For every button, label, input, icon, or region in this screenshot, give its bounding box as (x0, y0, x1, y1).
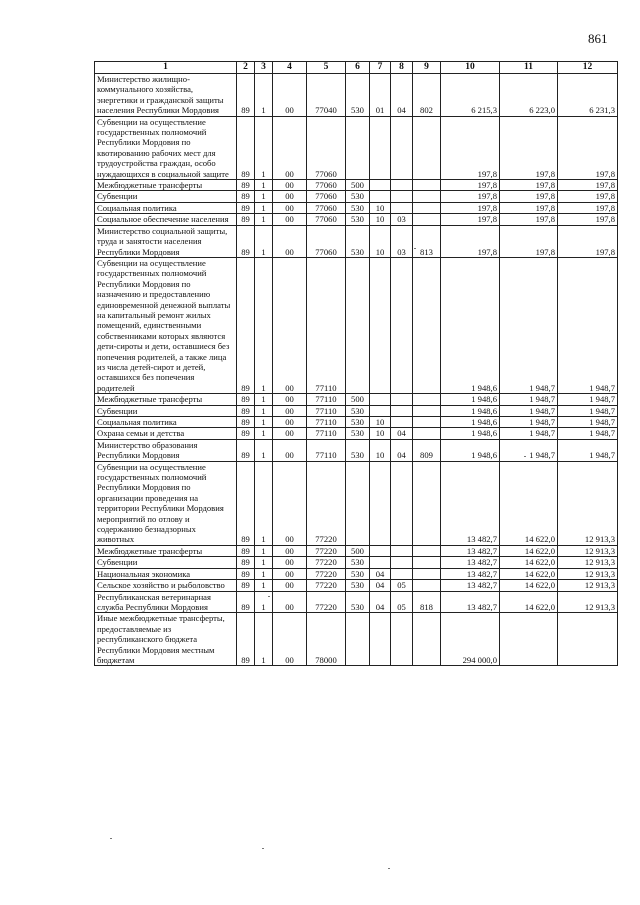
amount-col-12 (558, 613, 618, 666)
chapter-code: 10 (370, 202, 391, 213)
table-row (95, 461, 618, 545)
section-code: 89 (237, 545, 255, 556)
chapter-code: 10 (370, 225, 391, 257)
table-row (95, 180, 618, 191)
amount-col-11: 1 948,7 (500, 428, 558, 439)
table-row (95, 580, 618, 591)
amount-col-10: 13 482,7 (441, 568, 500, 579)
amount-col-12: 12 913,3 (558, 557, 618, 568)
expense-type: 530 (346, 580, 370, 591)
group-code: 1 (255, 428, 273, 439)
section-code: 89 (237, 214, 255, 225)
amount-col-10: 294 000,0 (441, 613, 500, 666)
expense-type: 530 (346, 568, 370, 579)
expense-type: 530 (346, 405, 370, 416)
subgroup-code: 00 (273, 225, 307, 257)
page-number: 861 (588, 31, 608, 46)
subgroup-code: 00 (273, 214, 307, 225)
target-code: 77110 (307, 439, 346, 461)
scan-speck (262, 848, 264, 849)
department-code (413, 428, 441, 439)
subchapter-code (391, 417, 413, 428)
amount-col-10: 13 482,7 (441, 580, 500, 591)
group-code: 1 (255, 394, 273, 405)
group-code: 1 (255, 591, 273, 613)
department-code (413, 613, 441, 666)
subchapter-code (391, 613, 413, 666)
section-code: 89 (237, 202, 255, 213)
row-name: Субвенции на осуществление государственных полномочий Республики Мордовия по назначению и предоставлению единовременной денежной выплаты на капитальный ремонт жилых помещений, единственными собственниками которых являются дети-сироты и дети, оставшиеся без попечения родителей, а также лица из числа детей-сирот и детей, оставшихся без попечения родителей (95, 257, 237, 393)
section-code: 89 (237, 394, 255, 405)
subchapter-code (391, 257, 413, 393)
group-code: 1 (255, 405, 273, 416)
column-header: 1 (95, 62, 237, 74)
row-name: Социальная политика (95, 417, 237, 428)
amount-col-10: 13 482,7 (441, 557, 500, 568)
chapter-code: 10 (370, 417, 391, 428)
department-code (413, 214, 441, 225)
amount-col-12: 197,8 (558, 191, 618, 202)
row-name: Иные межбюджетные трансферты, предоставляемые из республиканского бюджета Республики Мордовия местным бюджетам (95, 613, 237, 666)
amount-col-12: 12 913,3 (558, 461, 618, 545)
amount-col-10: 197,8 (441, 214, 500, 225)
chapter-code (370, 180, 391, 191)
subgroup-code: 00 (273, 591, 307, 613)
section-code: 89 (237, 191, 255, 202)
subgroup-code: 00 (273, 439, 307, 461)
amount-col-12: 6 231,3 (558, 74, 618, 117)
section-code: 89 (237, 74, 255, 117)
subgroup-code: 00 (273, 557, 307, 568)
amount-col-11: 14 622,0 (500, 568, 558, 579)
department-code (413, 461, 441, 545)
department-code (413, 405, 441, 416)
table-row (95, 545, 618, 556)
target-code: 77220 (307, 591, 346, 613)
amount-col-11: 197,8 (500, 116, 558, 179)
subchapter-code (391, 545, 413, 556)
scan-speck (524, 456, 526, 457)
subgroup-code: 00 (273, 74, 307, 117)
chapter-code (370, 116, 391, 179)
amount-col-11: 197,8 (500, 214, 558, 225)
expense-type (346, 461, 370, 545)
section-code: 89 (237, 225, 255, 257)
subchapter-code (391, 180, 413, 191)
expense-type: 530 (346, 191, 370, 202)
subgroup-code: 00 (273, 191, 307, 202)
expense-type (346, 116, 370, 179)
table-row (95, 557, 618, 568)
table-row (95, 568, 618, 579)
amount-col-10: 13 482,7 (441, 545, 500, 556)
subchapter-code: 03 (391, 225, 413, 257)
section-code: 89 (237, 591, 255, 613)
group-code: 1 (255, 257, 273, 393)
target-code: 77060 (307, 191, 346, 202)
table-row (95, 405, 618, 416)
row-name: Социальное обеспечение населения (95, 214, 237, 225)
table-row (95, 202, 618, 213)
group-code: 1 (255, 202, 273, 213)
subchapter-code (391, 405, 413, 416)
scan-speck (414, 248, 416, 249)
amount-col-12: 197,8 (558, 214, 618, 225)
amount-col-11 (500, 613, 558, 666)
column-header: 2 (237, 62, 255, 74)
target-code: 77220 (307, 461, 346, 545)
amount-col-12: 1 948,7 (558, 257, 618, 393)
subchapter-code (391, 116, 413, 179)
department-code (413, 191, 441, 202)
table-row (95, 439, 618, 461)
row-name: Республиканская ветеринарная служба Республики Мордовия (95, 591, 237, 613)
department-code: 818 (413, 591, 441, 613)
row-name: Субвенции на осуществление государственных полномочий Республики Мордовия по организации проведения на территории Республики Мордовия мероприятий по отлову и содержанию безнадзорных животных (95, 461, 237, 545)
subgroup-code: 00 (273, 116, 307, 179)
section-code: 89 (237, 180, 255, 191)
group-code: 1 (255, 545, 273, 556)
target-code: 77110 (307, 417, 346, 428)
department-code (413, 545, 441, 556)
expense-type: 530 (346, 202, 370, 213)
row-name: Субвенции (95, 191, 237, 202)
expense-type: 530 (346, 225, 370, 257)
amount-col-10: 197,8 (441, 180, 500, 191)
amount-col-11: 14 622,0 (500, 580, 558, 591)
department-code (413, 116, 441, 179)
column-header: 10 (441, 62, 500, 74)
chapter-code: 04 (370, 580, 391, 591)
amount-col-10: 197,8 (441, 202, 500, 213)
amount-col-12: 197,8 (558, 202, 618, 213)
target-code: 77110 (307, 257, 346, 393)
group-code: 1 (255, 225, 273, 257)
amount-col-10: 197,8 (441, 225, 500, 257)
row-name: Министерство жилищно-коммунального хозяйства, энергетики и гражданской защиты населения Республики Мордовия (95, 74, 237, 117)
expense-type: 500 (346, 394, 370, 405)
subchapter-code (391, 202, 413, 213)
department-code: 802 (413, 74, 441, 117)
subchapter-code: 03 (391, 214, 413, 225)
subgroup-code: 00 (273, 613, 307, 666)
subchapter-code (391, 461, 413, 545)
chapter-code (370, 461, 391, 545)
table-row (95, 417, 618, 428)
amount-col-10: 1 948,6 (441, 405, 500, 416)
section-code: 89 (237, 580, 255, 591)
amount-col-11: 14 622,0 (500, 545, 558, 556)
target-code: 77220 (307, 557, 346, 568)
amount-col-10: 1 948,6 (441, 439, 500, 461)
section-code: 89 (237, 257, 255, 393)
amount-col-12: 12 913,3 (558, 591, 618, 613)
target-code: 77110 (307, 394, 346, 405)
group-code: 1 (255, 613, 273, 666)
department-code (413, 557, 441, 568)
amount-col-10: 1 948,6 (441, 417, 500, 428)
table-header-row (95, 62, 618, 74)
chapter-code (370, 394, 391, 405)
row-name: Субвенции (95, 557, 237, 568)
row-name: Министерство образования Республики Мордовия (95, 439, 237, 461)
section-code: 89 (237, 557, 255, 568)
section-code: 89 (237, 428, 255, 439)
target-code: 77040 (307, 74, 346, 117)
scan-speck (110, 838, 112, 839)
target-code: 77060 (307, 180, 346, 191)
table-row (95, 591, 618, 613)
scan-speck (268, 596, 270, 597)
chapter-code: 01 (370, 74, 391, 117)
row-name: Межбюджетные трансферты (95, 545, 237, 556)
amount-col-11: 1 948,7 (500, 439, 558, 461)
target-code: 77060 (307, 225, 346, 257)
subchapter-code (391, 394, 413, 405)
department-code (413, 580, 441, 591)
group-code: 1 (255, 191, 273, 202)
amount-col-10: 1 948,6 (441, 394, 500, 405)
chapter-code: 10 (370, 214, 391, 225)
table-row (95, 257, 618, 393)
amount-col-12: 197,8 (558, 180, 618, 191)
subchapter-code: 04 (391, 439, 413, 461)
subchapter-code: 05 (391, 580, 413, 591)
row-name: Субвенции на осуществление государственных полномочий Республики Мордовия по квотированию рабочих мест для трудоустройства граждан, особо нуждающихся в социальной защите (95, 116, 237, 179)
amount-col-11: 197,8 (500, 202, 558, 213)
amount-col-12: 1 948,7 (558, 417, 618, 428)
section-code: 89 (237, 613, 255, 666)
section-code: 89 (237, 417, 255, 428)
row-name: Национальная экономика (95, 568, 237, 579)
amount-col-12: 12 913,3 (558, 580, 618, 591)
group-code: 1 (255, 568, 273, 579)
amount-col-12: 1 948,7 (558, 428, 618, 439)
chapter-code: 04 (370, 568, 391, 579)
chapter-code (370, 613, 391, 666)
table-row (95, 191, 618, 202)
table-row (95, 116, 618, 179)
amount-col-11: 14 622,0 (500, 557, 558, 568)
department-code (413, 568, 441, 579)
amount-col-10: 197,8 (441, 191, 500, 202)
row-name: Министерство социальной защиты, труда и занятости населения Республики Мордовия (95, 225, 237, 257)
target-code: 77220 (307, 568, 346, 579)
target-code: 77110 (307, 428, 346, 439)
expense-type (346, 613, 370, 666)
expense-type: 530 (346, 214, 370, 225)
column-header: 6 (346, 62, 370, 74)
amount-col-10: 13 482,7 (441, 461, 500, 545)
column-header: 3 (255, 62, 273, 74)
subchapter-code: 04 (391, 428, 413, 439)
amount-col-12: 12 913,3 (558, 568, 618, 579)
amount-col-12: 197,8 (558, 116, 618, 179)
amount-col-11: 1 948,7 (500, 405, 558, 416)
target-code: 77060 (307, 214, 346, 225)
subgroup-code: 00 (273, 257, 307, 393)
amount-col-11: 1 948,7 (500, 257, 558, 393)
group-code: 1 (255, 580, 273, 591)
amount-col-11: 197,8 (500, 225, 558, 257)
subgroup-code: 00 (273, 545, 307, 556)
department-code: 809 (413, 439, 441, 461)
scan-speck (388, 868, 390, 869)
department-code (413, 202, 441, 213)
table-body (95, 74, 618, 666)
subchapter-code: 04 (391, 74, 413, 117)
department-code (413, 257, 441, 393)
subgroup-code: 00 (273, 568, 307, 579)
row-name: Межбюджетные трансферты (95, 180, 237, 191)
subgroup-code: 00 (273, 405, 307, 416)
group-code: 1 (255, 180, 273, 191)
amount-col-12: 1 948,7 (558, 394, 618, 405)
department-code (413, 180, 441, 191)
department-code: 813 (413, 225, 441, 257)
subchapter-code (391, 557, 413, 568)
expense-type (346, 257, 370, 393)
group-code: 1 (255, 417, 273, 428)
subgroup-code: 00 (273, 417, 307, 428)
row-name: Субвенции (95, 405, 237, 416)
subchapter-code: 05 (391, 591, 413, 613)
group-code: 1 (255, 74, 273, 117)
amount-col-12: 12 913,3 (558, 545, 618, 556)
subgroup-code: 00 (273, 461, 307, 545)
chapter-code (370, 545, 391, 556)
group-code: 1 (255, 214, 273, 225)
chapter-code: 04 (370, 591, 391, 613)
expense-type: 500 (346, 180, 370, 191)
expense-type: 530 (346, 417, 370, 428)
chapter-code (370, 405, 391, 416)
expense-type: 500 (346, 545, 370, 556)
expense-type: 530 (346, 591, 370, 613)
column-header: 12 (558, 62, 618, 74)
amount-col-10: 13 482,7 (441, 591, 500, 613)
group-code: 1 (255, 557, 273, 568)
chapter-code: 10 (370, 439, 391, 461)
subchapter-code (391, 568, 413, 579)
column-header: 8 (391, 62, 413, 74)
table-row (95, 225, 618, 257)
amount-col-12: 1 948,7 (558, 405, 618, 416)
section-code: 89 (237, 461, 255, 545)
target-code: 77060 (307, 116, 346, 179)
target-code: 77110 (307, 405, 346, 416)
column-header: 4 (273, 62, 307, 74)
table-row (95, 428, 618, 439)
target-code: 77220 (307, 580, 346, 591)
department-code (413, 417, 441, 428)
amount-col-11: 197,8 (500, 180, 558, 191)
chapter-code (370, 191, 391, 202)
table-row (95, 74, 618, 117)
row-name: Сельское хозяйство и рыболовство (95, 580, 237, 591)
amount-col-10: 6 215,3 (441, 74, 500, 117)
expense-type: 530 (346, 428, 370, 439)
row-name: Охрана семьи и детства (95, 428, 237, 439)
amount-col-12: 1 948,7 (558, 439, 618, 461)
subgroup-code: 00 (273, 428, 307, 439)
section-code: 89 (237, 439, 255, 461)
table-row (95, 214, 618, 225)
expense-type: 530 (346, 557, 370, 568)
amount-col-10: 1 948,6 (441, 428, 500, 439)
expense-type: 530 (346, 74, 370, 117)
target-code: 77060 (307, 202, 346, 213)
table-row (95, 613, 618, 666)
subgroup-code: 00 (273, 180, 307, 191)
group-code: 1 (255, 116, 273, 179)
subgroup-code: 00 (273, 394, 307, 405)
target-code: 77220 (307, 545, 346, 556)
column-header: 9 (413, 62, 441, 74)
table-row (95, 394, 618, 405)
amount-col-11: 1 948,7 (500, 394, 558, 405)
section-code: 89 (237, 405, 255, 416)
subgroup-code: 00 (273, 580, 307, 591)
chapter-code: 10 (370, 428, 391, 439)
chapter-code (370, 557, 391, 568)
row-name: Межбюджетные трансферты (95, 394, 237, 405)
column-header: 7 (370, 62, 391, 74)
target-code: 78000 (307, 613, 346, 666)
budget-table (94, 61, 618, 666)
subgroup-code: 00 (273, 202, 307, 213)
chapter-code (370, 257, 391, 393)
row-name: Социальная политика (95, 202, 237, 213)
subchapter-code (391, 191, 413, 202)
section-code: 89 (237, 116, 255, 179)
column-header: 11 (500, 62, 558, 74)
amount-col-12: 197,8 (558, 225, 618, 257)
amount-col-11: 6 223,0 (500, 74, 558, 117)
department-code (413, 394, 441, 405)
section-code: 89 (237, 568, 255, 579)
amount-col-10: 197,8 (441, 116, 500, 179)
amount-col-11: 197,8 (500, 191, 558, 202)
amount-col-11: 14 622,0 (500, 591, 558, 613)
expense-type: 530 (346, 439, 370, 461)
amount-col-11: 14 622,0 (500, 461, 558, 545)
column-header: 5 (307, 62, 346, 74)
amount-col-10: 1 948,6 (441, 257, 500, 393)
group-code: 1 (255, 461, 273, 545)
amount-col-11: 1 948,7 (500, 417, 558, 428)
group-code: 1 (255, 439, 273, 461)
